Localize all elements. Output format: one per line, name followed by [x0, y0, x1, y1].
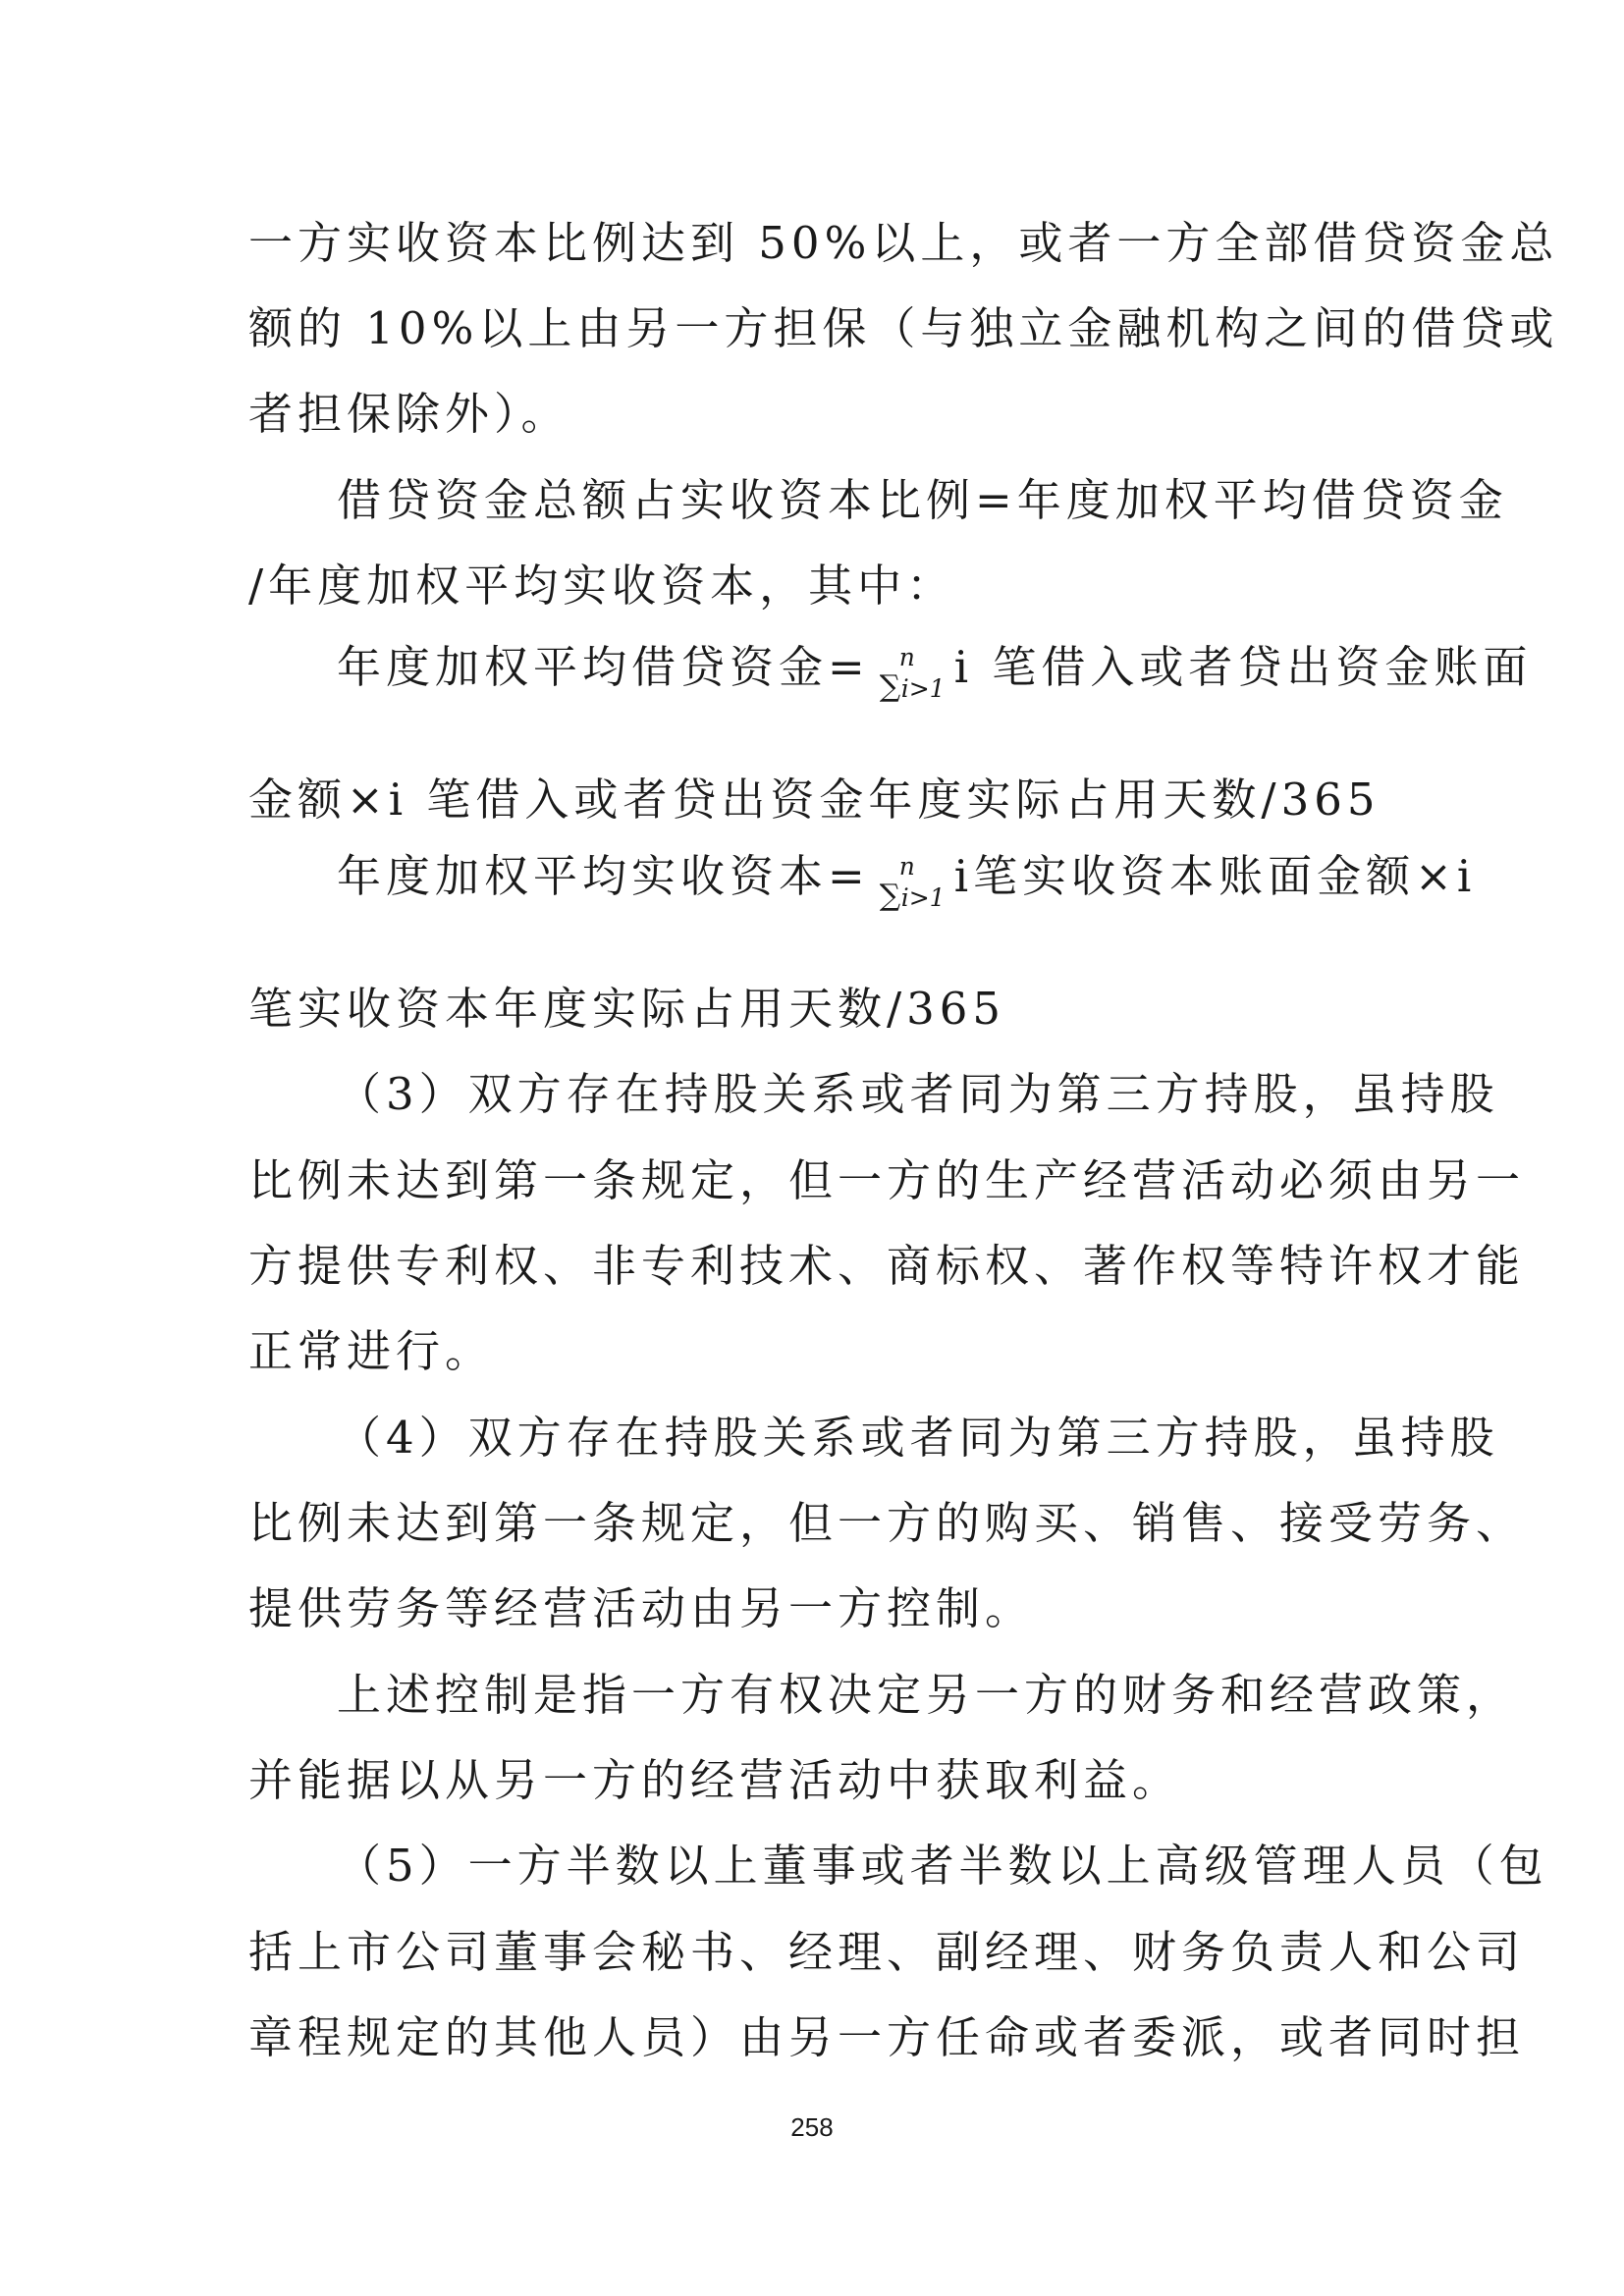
text-line: 上述控制是指一方有权决定另一方的财务和经营政策， — [337, 1669, 1516, 1721]
formula-right: i笔实收资本账面金额×i — [953, 850, 1477, 902]
formula-line-1 — [337, 638, 1533, 704]
sigma-glyph: ∑ — [879, 879, 901, 913]
sigma-glyph: ∑ — [879, 669, 901, 704]
text-line: 额的 10%以上由另一方担保（与独立金融机构之间的借贷或 — [248, 302, 1559, 354]
text-line: 比例未达到第一条规定，但一方的生产经营活动必须由另一 — [248, 1154, 1526, 1206]
formula-left: 年度加权平均借贷资金= — [337, 641, 870, 693]
sum-lower-limit: i>1 — [900, 883, 946, 912]
formula-line-2 — [337, 847, 1477, 913]
sum-upper-limit: n — [898, 852, 915, 881]
formula-right: i 笔借入或者贷出资金账面 — [953, 641, 1533, 693]
summation-symbol — [870, 847, 954, 913]
text-line: 借贷资金总额占实收资本比例=年度加权平均借贷资金 — [337, 474, 1508, 526]
text-line: 金额×i 笔借入或者贷出资金年度实际占用天数/365 — [248, 774, 1380, 826]
text-line: 方提供专利权、非专利技术、商标权、著作权等特许权才能 — [248, 1240, 1526, 1292]
page-number: 258 — [790, 2112, 834, 2142]
sum-lower-limit: i>1 — [900, 674, 946, 703]
text-line: 并能据以从另一方的经营活动中获取利益。 — [248, 1754, 1182, 1806]
sum-upper-limit: n — [898, 643, 915, 671]
text-line: 笔实收资本年度实际占用天数/365 — [248, 983, 1006, 1035]
text-line: 正常进行。 — [248, 1325, 495, 1377]
text-line: 比例未达到第一条规定，但一方的购买、销售、接受劳务、 — [248, 1497, 1526, 1549]
text-line: （4）双方存在持股关系或者同为第三方持股，虽持股 — [337, 1412, 1499, 1464]
text-line: （5）一方半数以上董事或者半数以上高级管理人员（包 — [337, 1840, 1548, 1892]
text-line: 括上市公司董事会秘书、经理、副经理、财务负责人和公司 — [248, 1926, 1526, 1978]
text-line: （3）双方存在持股关系或者同为第三方持股，虽持股 — [337, 1068, 1499, 1120]
text-line: 提供劳务等经营活动由另一方控制。 — [248, 1582, 1035, 1634]
summation-symbol — [870, 638, 954, 704]
text-line: 者担保除外）。 — [248, 388, 570, 440]
text-line: 章程规定的其他人员）由另一方任命或者委派，或者同时担 — [248, 2011, 1526, 2063]
text-line: 一方实收资本比例达到 50%以上，或者一方全部借贷资金总 — [248, 217, 1559, 269]
formula-left: 年度加权平均实收资本= — [337, 850, 870, 902]
text-line: /年度加权平均实收资本，其中： — [248, 560, 956, 612]
